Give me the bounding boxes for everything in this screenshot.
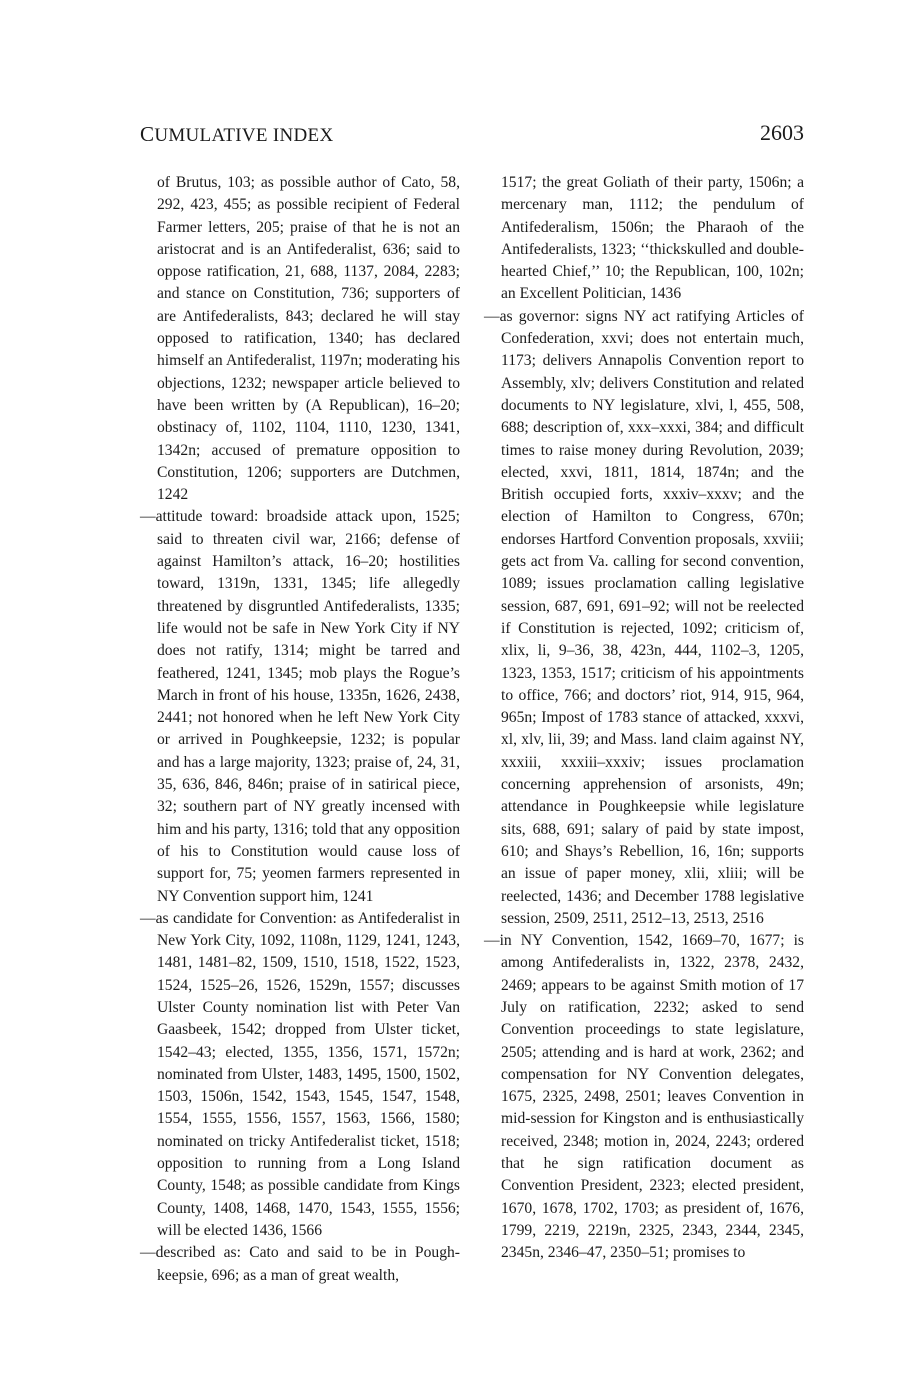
index-subentry-convention: —in NY Convention, 1542, 1669–70, 1677; is among Antifederalists in, 1322, 2378, 2432, 2469; appears to be against Smith motion of 17 July on ratification, 2232; asked to send Convention proceedings to state legislature, 2505; attending and is hard at work, 2362; and compensation for NY Convention delegates, 1675, 2325, 2498, 2501; leaves Convention in mid-session for Kingston and is enthusiastically received, 2348; motion in, 2024, 2243; ordered that he sign ratification document as Convention President, 2323; elected president, 1670, 1678, 1702, 1703; as president of, 1676, 1799, 2219, 2219n, 2325, 2343, 2344, 2345, 2345n, 2346–47, 2350–51; promises to [484, 932, 804, 1262]
index-entry-continuation: of Brutus, 103; as possible author of Cato, 58, 292, 423, 455; as possible recipient of Federal Farmer letters, 205; praise of that he is not an aristocrat and is an Antifederalist, 636; said to oppose ratification, 21, 688, 1137, 2084, 2283; and stance on Constitution, 736; supporters of are Antifederalists, 843; declared he will stay opposed to ratification, 1340; has declared himself an Antifederalist, 1197n; moderating his objections, 1232; newspaper article believed to have been written by (A Republican), 16–20; obstinacy of, 1102, 1104, 1110, 1230, 1341, 1342n; accused of premature opposition to Constitution, 1206; supporters are Dutchmen, 1242 [157, 174, 460, 504]
index-subentry-candidate: —as candidate for Convention: as Antifederalist in New York City, 1092, 1108n, 1129, 1241, 1243, 1481, 1481–82, 1509, 1510, 1518, 1522, 1523, 1524, 1525–26, 1526, 1529n, 1557; discusses Ulster County nomination list with Peter Van Gaasbeek, 1542; dropped from Ulster ticket, 1542–43; elected, 1355, 1356, 1571, 1572n; nominated from Ulster, 1483, 1495, 1500, 1502, 1503, 1506n, 1542, 1543, 1545, 1547, 1548, 1554, 1555, 1556, 1557, 1563, 1566, 1580; nominated on tricky Antifederalist ticket, 1518; opposition to running from a Long Island County, 1548; as possible candidate from Kings County, 1408, 1468, 1470, 1543, 1555, 1556; will be elected 1436, 1566 [140, 909, 460, 1239]
page-number: 2603 [760, 120, 804, 145]
left-column [140, 172, 460, 1287]
running-head-initial: C [140, 122, 155, 146]
running-head-rest: UMULATIVE INDEX [154, 125, 334, 146]
index-subentry-continuation: 1517; the great Goliath of their party, 1506n; a mercenary man, 1112; the pendulum of Antifederalism, 1506n; the Pharaoh of the Antifederalists, 1323; ‘‘thickskulled and double-hearted Chief,’’ 10; the Republican, 100, 102n; an Excellent Politician, 1436 [501, 174, 804, 303]
index-subentry-described: —described as: Cato and said to be in Poughkeepsie, 696; as a man of great wealth, [140, 1244, 460, 1284]
index-subentry-attitude: —attitude toward: broadside attack upon, 1525; said to threaten civil war, 2166; defense of against Hamilton’s attack, 16–20; hostilities toward, 1319n, 1331, 1345; life allegedly threatened by disgruntled Antifederalists, 1335; life would not be safe in New York City if NY does not ratify, 1314; might be tarred and feathered, 1241, 1345; mob plays the Rogue’s March in front of his house, 1335n, 1626, 2438, 2441; not honored when he left New York City or arrived in Poughkeepsie, 1232; is popular and has a large majority, 1323; praise of, 24, 31, 35, 636, 846, 846n; praise of in satirical piece, 32; southern part of NY greatly incensed with him and his party, 1316; told that any opposition of his to Constitution would cause loss of support for, 75; yeomen farmers represented in NY Convention support him, 1241 [140, 508, 460, 905]
right-column [484, 172, 804, 1265]
running-head [140, 122, 333, 147]
index-subentry-governor: —as governor: signs NY act ratifying Articles of Confederation, xxvi; does not entertain much, 1173; delivers Annapolis Convention report to Assembly, xlv; delivers Constitution and related documents to NY legislature, xlvi, l, 455, 508, 688; description of, xxx–xxxi, 384; and difficult times to raise money during Revolution, 2039; elected, xxvi, 1811, 1814, 1874n; and the British occupied forts, xxxiv–xxxv; and the election of Hamilton to Congress, 670n; endorses Hartford Convention proposals, xxviii; gets act from Va. calling for second convention, 1089; issues proclamation calling legislative session, 687, 691, 691–92; will not be reelected if Constitution is rejected, 1092; criticism of, xlix, li, 9–36, 38, 423n, 444, 1102–3, 1205, 1323, 1353, 1517; criticism of his appointments to office, 766; and doctors’ riot, 914, 915, 964, 965n; Impost of 1783 stance of attacked, xxxvi, xl, xlv, lii, 39; and Mass. land claim against NY, xxxiii, xxxiii–xxxiv; issues proclamation concerning apprehension of arsonists, 49n; attendance in Poughkeepsie while legislature sits, 688, 691; salary of paid by state impost, 610; and Shays’s Rebellion, 16, 16n; supports an issue of paper money, xlii, xliii; will be reelected, 1436; and December 1788 legislative session, 2509, 2511, 2512–13, 2513, 2516 [484, 307, 804, 927]
